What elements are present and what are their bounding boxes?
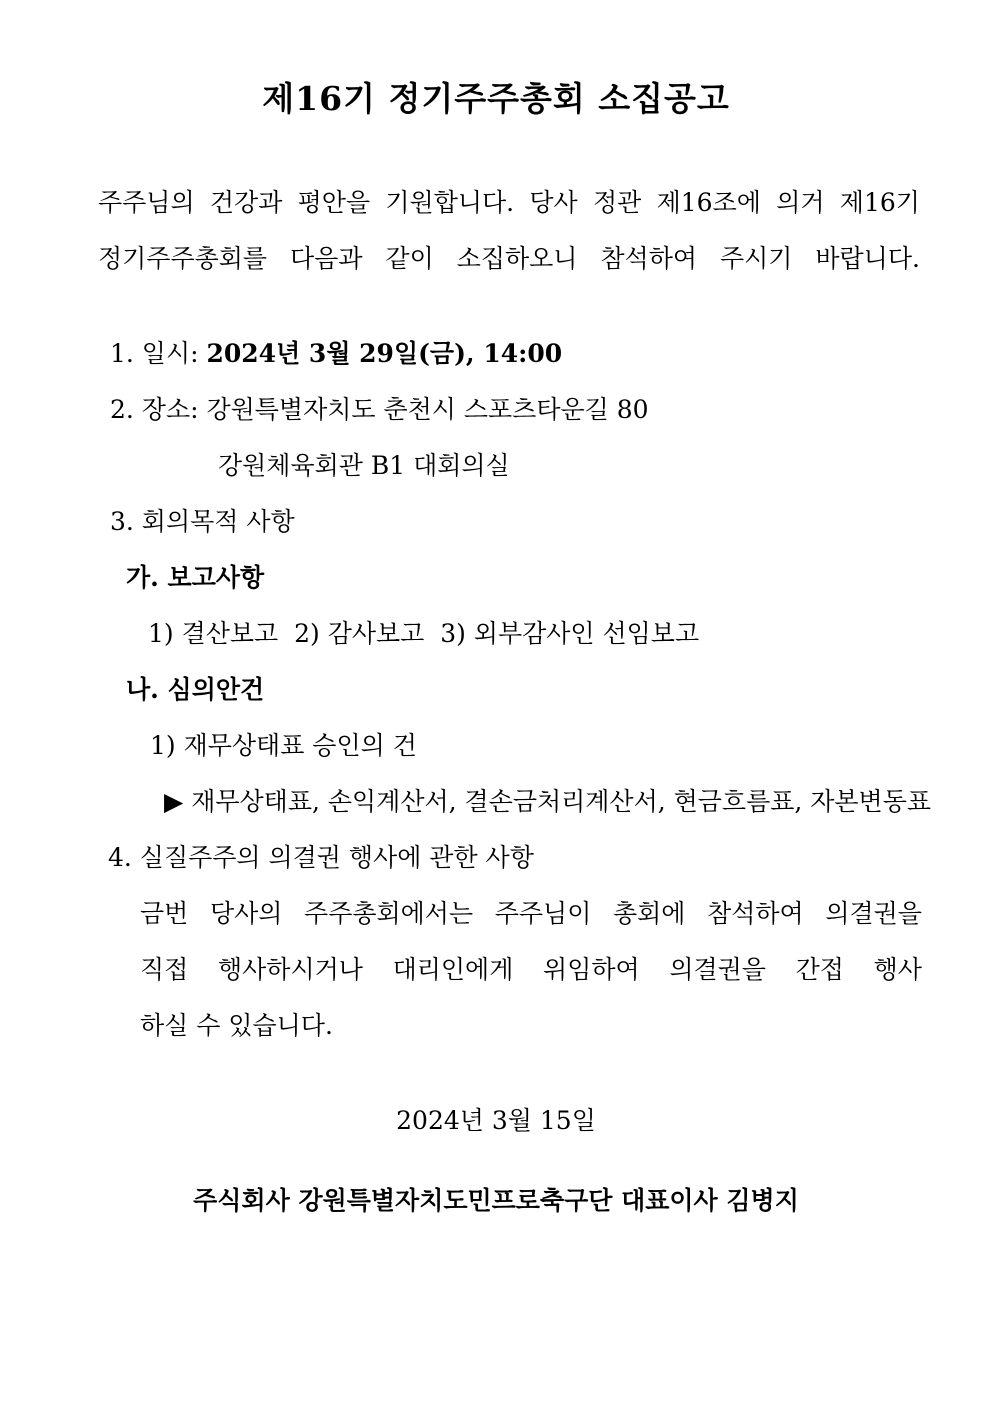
item-4-word: 대리인에게 (392, 955, 514, 984)
item-1-label: 1. 일시: (110, 339, 207, 368)
intro-word: 소집하오니 (456, 244, 578, 273)
item-4-word: 간접 (795, 955, 844, 984)
item-4-word: 참석하여 (707, 899, 804, 928)
intro-word: 정기주주총회를 (98, 244, 268, 273)
item-1-datetime (110, 337, 562, 371)
intro-word: 바랍니다. (815, 244, 920, 273)
triangle-right-icon: ▶ (164, 787, 184, 816)
section-na-heading: 나. 심의안건 (126, 675, 265, 704)
intro-word: 주시기 (719, 244, 793, 273)
section-na-detail (164, 785, 931, 819)
intro-line-2 (98, 242, 920, 276)
item-4-word: 위임하여 (543, 955, 640, 984)
intro-word: 제16조에 (656, 188, 761, 217)
item-4-line-1 (140, 897, 922, 931)
item-2-place-detail: 강원체육회관 B1 대회의실 (218, 451, 510, 480)
item-4-word: 직접 (140, 955, 189, 984)
intro-line-1 (98, 186, 920, 220)
intro-word: 의거 (776, 188, 825, 217)
page-title: 제16기 정기주주총회 소집공고 (262, 79, 730, 118)
section-na-item: 1) 재무상태표 승인의 건 (150, 731, 417, 760)
item-4-heading: 4. 실질주주의 의결권 행사에 관한 사항 (108, 843, 534, 872)
item-1-value: 2024년 3월 29일(금), 14:00 (206, 339, 563, 368)
item-4-word: 의결권을 (825, 899, 922, 928)
item-4-word: 주주님이 (494, 899, 592, 928)
item-3-agenda: 3. 회의목적 사항 (110, 507, 295, 536)
section-ga-heading: 가. 보고사항 (126, 563, 265, 592)
item-4-line-2 (140, 953, 922, 987)
section-na-detail-text: 재무상태표, 손익계산서, 결손금처리계산서, 현금흐름표, 자본변동표 (191, 787, 932, 816)
intro-word: 제16기 (839, 188, 920, 217)
item-4-word: 의결권을 (669, 955, 766, 984)
item-4-line-3: 하실 수 있습니다. (140, 1011, 333, 1040)
item-2-place: 2. 장소: 강원특별자치도 춘천시 스포츠타운길 80 (110, 395, 649, 424)
intro-word: 주주님의 (98, 188, 195, 217)
intro-word: 건강과 (209, 188, 283, 217)
intro-word: 같이 (385, 244, 434, 273)
intro-word: 다음과 (290, 244, 363, 273)
signature: 주식회사 강원특별자치도민프로축구단 대표이사 김병지 (193, 1186, 799, 1215)
section-ga-items: 1) 결산보고 2) 감사보고 3) 외부감사인 선임보고 (148, 619, 700, 648)
intro-word: 당사 (529, 188, 578, 217)
item-4-word: 행사 (873, 955, 922, 984)
intro-word: 평안을 (297, 188, 371, 217)
intro-word: 기원합니다. (385, 188, 515, 217)
item-4-word: 당사의 (209, 899, 283, 928)
item-4-word: 총회에 (613, 899, 686, 928)
intro-word: 정관 (593, 188, 642, 217)
notice-date: 2024년 3월 15일 (396, 1106, 596, 1135)
intro-word: 참석하여 (600, 244, 698, 273)
item-4-word: 행사하시거나 (218, 955, 363, 984)
item-4-word: 금번 (140, 899, 189, 928)
item-4-word: 주주총회에서는 (304, 899, 474, 928)
